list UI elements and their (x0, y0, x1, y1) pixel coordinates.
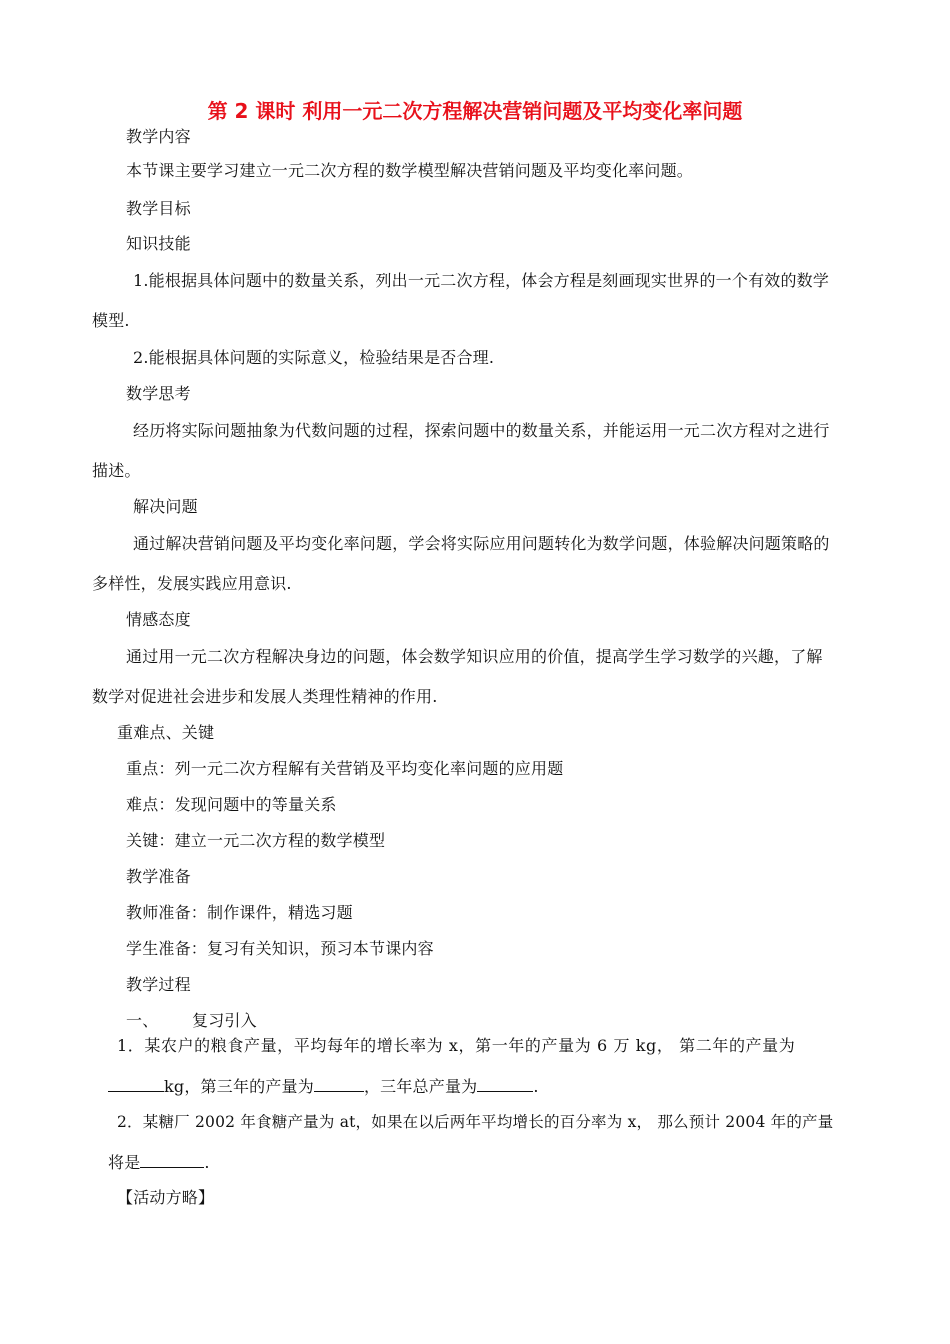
solve-line-2: 多样性，发展实践应用意识. (92, 574, 292, 593)
prep-heading: 教学准备 (126, 867, 191, 886)
teacher-prep: 教师准备：制作课件，精选习题 (126, 903, 353, 922)
thinking-heading: 数学思考 (126, 384, 191, 403)
solve-line-1: 通过解决营销问题及平均变化率问题，学会将实际应用问题转化为数学问题，体验解决问题策略的 (133, 534, 830, 553)
attitude-line-2: 数学对促进社会进步和发展人类理性精神的作用. (92, 687, 438, 706)
solve-heading: 解决问题 (133, 497, 198, 516)
knowledge-item-1-line-1: 1.能根据具体问题中的数量关系，列出一元二次方程，体会方程是刻画现实世界的一个有效的数学 (133, 271, 830, 290)
question-2-line-2 (108, 1152, 210, 1173)
review-number: 一、 (126, 1011, 159, 1030)
question-1-line-1: 1．某农户的粮食产量，平均每年的增长率为 x，第一年的产量为 6 万 kg， 第二年的产量为 (117, 1036, 796, 1055)
review-heading: 复习引入 (192, 1011, 257, 1030)
question-1-text-c: . (533, 1077, 539, 1096)
question-2-text-b: . (204, 1153, 210, 1172)
answer-blank-1[interactable] (108, 1076, 164, 1092)
attitude-heading: 情感态度 (126, 610, 191, 629)
knowledge-item-1-line-2: 模型. (92, 311, 130, 330)
attitude-line-1: 通过用一元二次方程解决身边的问题，体会数学知识应用的价值，提高学生学习数学的兴趣，了解 (126, 647, 823, 666)
process-heading: 教学过程 (126, 975, 191, 994)
page-title: 第 2 课时 利用一元二次方程解决营销问题及平均变化率问题 (207, 99, 743, 123)
crux-point: 关键：建立一元二次方程的数学模型 (126, 831, 386, 850)
knowledge-heading: 知识技能 (126, 234, 191, 253)
content-text: 本节课主要学习建立一元二次方程的数学模型解决营销问题及平均变化率问题。 (126, 161, 694, 180)
question-2-text-a: 将是 (108, 1153, 141, 1172)
thinking-line-2: 描述。 (92, 461, 141, 480)
difficult-point: 难点：发现问题中的等量关系 (126, 795, 337, 814)
goals-heading: 教学目标 (126, 199, 191, 218)
content-heading: 教学内容 (126, 127, 191, 146)
question-1-text-b: ，三年总产量为 (363, 1077, 478, 1096)
knowledge-item-2: 2.能根据具体问题的实际意义，检验结果是否合理. (133, 348, 495, 367)
answer-blank-2[interactable] (314, 1076, 364, 1092)
key-point: 重点：列一元二次方程解有关营销及平均变化率问题的应用题 (126, 759, 564, 778)
question-2-line-1: 2．某糖厂 2002 年食糖产量为 at，如果在以后两年平均增长的百分率为 x， 那么预计 2004 年的产量 (117, 1113, 834, 1131)
question-1-line-2 (108, 1076, 539, 1097)
key-heading: 重难点、关键 (117, 723, 215, 742)
question-1-text-a: kg，第三年的产量为 (164, 1077, 314, 1096)
answer-blank-4[interactable] (140, 1152, 204, 1168)
strategy-heading: 【活动方略】 (117, 1188, 215, 1207)
student-prep: 学生准备：复习有关知识，预习本节课内容 (126, 939, 434, 958)
answer-blank-3[interactable] (477, 1076, 533, 1092)
thinking-line-1: 经历将实际问题抽象为代数问题的过程，探索问题中的数量关系，并能运用一元二次方程对之进行 (133, 421, 830, 440)
